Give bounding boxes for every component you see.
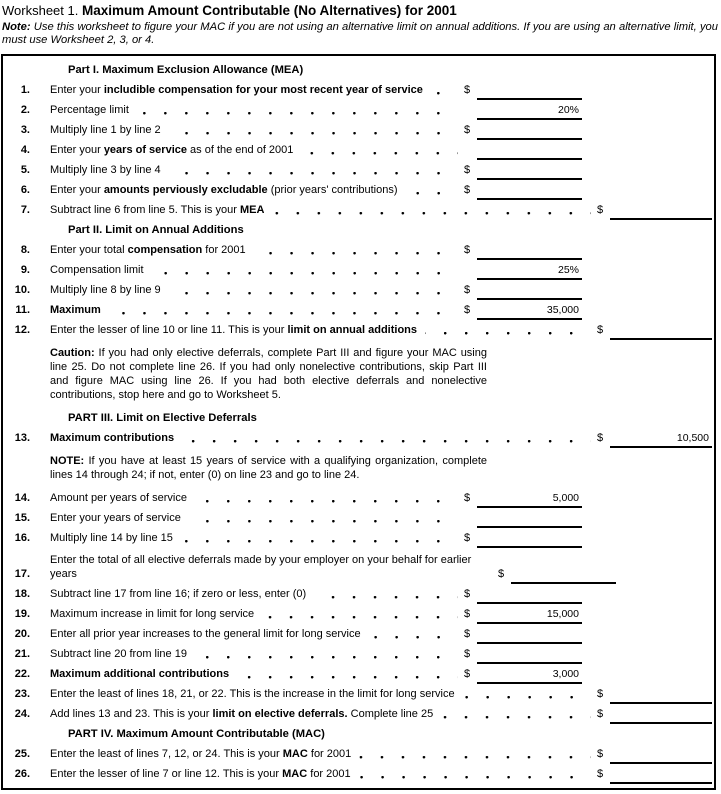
title-main: Maximum Amount Contributable (No Alternatives) for 2001 xyxy=(81,3,457,18)
line-text: Percentage limit xyxy=(50,104,129,116)
entry-line[interactable] xyxy=(477,165,582,180)
line-description xyxy=(50,244,246,260)
line-text-bold: years of service xyxy=(103,144,187,156)
part-heading xyxy=(3,724,714,744)
dollar-sign: $ xyxy=(464,492,471,504)
entry-line[interactable] xyxy=(610,689,712,704)
line-text: Enter your xyxy=(50,84,104,96)
line-number: 16. xyxy=(14,532,30,544)
dollar-sign: $ xyxy=(597,688,604,700)
line-text: Multiply line 3 by line 4 xyxy=(50,164,161,176)
line-text: for 2001 xyxy=(307,768,351,780)
entry-line[interactable] xyxy=(477,105,582,120)
line-description xyxy=(50,304,101,320)
dot-leader xyxy=(109,312,458,315)
entry-line[interactable] xyxy=(477,493,582,508)
dollar-sign: $ xyxy=(597,324,604,336)
line-number: 9. xyxy=(20,264,30,276)
line-text: Enter the lesser of line 10 or line 11. This is your xyxy=(50,324,288,336)
worksheet-line-9 xyxy=(3,260,714,280)
line-text-bold: limit on annual additions xyxy=(287,324,417,336)
line-number: 8. xyxy=(20,244,30,256)
dot-leader xyxy=(181,540,458,543)
dot-leader xyxy=(463,696,591,699)
line-number: 10. xyxy=(14,284,30,296)
line-text: Subtract line 20 from line 19 xyxy=(50,648,187,660)
intro-note-label: Note: xyxy=(2,21,31,33)
line-number: 25. xyxy=(14,748,30,760)
part-heading xyxy=(3,220,714,240)
line-description xyxy=(50,492,187,508)
part-heading xyxy=(3,408,714,428)
worksheet-line-17 xyxy=(3,548,714,584)
dollar-sign: $ xyxy=(464,284,471,296)
line-text-bold: Maximum contributions xyxy=(50,432,175,444)
line-text-bold: compensation xyxy=(127,244,203,256)
line-number: 14. xyxy=(14,492,30,504)
dot-leader xyxy=(169,292,458,295)
dot-leader xyxy=(137,112,458,115)
dollar-sign: $ xyxy=(464,184,471,196)
entry-line[interactable] xyxy=(477,513,582,528)
line-text: If you had only elective deferrals, complete Part III and figure your MAC using line 25. Do not complete line 26. If you had only nonelective contributions, skip Part III and figure MAC using line 26. If you had both elective deferrals and nonelective contributions, stop here and go to Worksheet 5. xyxy=(50,347,487,401)
line-number: 21. xyxy=(14,648,30,660)
line-description xyxy=(50,688,455,704)
worksheet-line-22 xyxy=(3,664,714,684)
entry-line[interactable] xyxy=(477,609,582,624)
dot-leader xyxy=(169,132,458,135)
line-number: 26. xyxy=(14,768,30,780)
line-text: Enter your xyxy=(50,184,104,196)
line-number: 3. xyxy=(20,124,30,136)
dollar-sign: $ xyxy=(597,708,604,720)
line-text: (prior years' contributions) xyxy=(267,184,398,196)
worksheet-line-23 xyxy=(3,684,714,704)
dollar-spacer xyxy=(464,525,477,528)
line-text: Complete line 25 xyxy=(347,708,434,720)
line-text: for 2001 xyxy=(307,748,352,760)
entry-line[interactable] xyxy=(610,325,712,340)
line-number: 17. xyxy=(14,568,30,580)
line-description xyxy=(50,324,417,340)
part-heading-label: Part II. Limit on Annual Additions xyxy=(68,224,244,236)
dot-leader xyxy=(369,636,458,639)
line-number: 6. xyxy=(20,184,30,196)
line-number: 12. xyxy=(14,324,30,336)
worksheet-line-5 xyxy=(3,160,714,180)
dollar-sign: $ xyxy=(464,124,471,136)
worksheet-line-15 xyxy=(3,508,714,528)
entry-value: 20% xyxy=(557,104,579,116)
line-text: Enter your xyxy=(50,144,104,156)
dot-leader xyxy=(272,212,591,215)
line-description xyxy=(50,204,264,220)
dot-leader xyxy=(359,776,591,779)
line-description xyxy=(50,668,229,684)
entry-line[interactable] xyxy=(477,589,582,604)
line-text-bold: amounts perviously excludable xyxy=(103,184,268,196)
entry-value: 5,000 xyxy=(552,492,579,504)
worksheet-line-16 xyxy=(3,528,714,548)
worksheet-line-20 xyxy=(3,624,714,644)
dot-leader xyxy=(189,520,458,523)
line-text: Enter the total of all elective deferrals made by your employer on your behalf for earlier years xyxy=(50,554,472,580)
line-description xyxy=(50,84,423,100)
worksheet-line-25 xyxy=(3,744,714,764)
part-heading-label: PART III. Limit on Elective Deferrals xyxy=(68,412,257,424)
worksheet-line-8 xyxy=(3,240,714,260)
line-number: 1. xyxy=(20,84,30,96)
line-text: Enter all prior year increases to the general limit for long service xyxy=(50,628,361,640)
page-title xyxy=(0,0,721,18)
line-description xyxy=(50,588,306,604)
line-number: 2. xyxy=(20,104,30,116)
line-number: 13. xyxy=(14,432,30,444)
line-description xyxy=(50,264,144,280)
line-number: 18. xyxy=(14,588,30,600)
note-paragraph xyxy=(50,454,487,482)
entry-line[interactable] xyxy=(477,125,582,140)
part-heading-label: PART IV. Maximum Amount Contributable (MAC) xyxy=(68,728,325,740)
dot-leader xyxy=(406,192,458,195)
worksheet-line-11 xyxy=(3,300,714,320)
dollar-sign: $ xyxy=(464,588,471,600)
worksheet-line-26 xyxy=(3,764,714,784)
entry-line[interactable] xyxy=(610,709,712,724)
entry-line[interactable] xyxy=(610,205,712,220)
intro-note xyxy=(0,18,721,46)
entry-line[interactable] xyxy=(610,433,712,448)
dot-leader xyxy=(431,92,458,95)
worksheet-line-7 xyxy=(3,200,714,220)
dollar-spacer xyxy=(464,157,477,160)
worksheet-line-21 xyxy=(3,644,714,664)
line-text-bold: Caution: xyxy=(50,347,95,359)
worksheet-line-14 xyxy=(3,488,714,508)
line-number: 11. xyxy=(15,304,30,316)
entry-line[interactable] xyxy=(610,749,712,764)
line-description xyxy=(50,144,293,160)
dot-leader xyxy=(486,576,492,579)
line-text-bold: Maximum additional contributions xyxy=(50,668,230,680)
dot-leader xyxy=(152,272,458,275)
line-text: Enter your years of service xyxy=(50,512,181,524)
worksheet-line-10 xyxy=(3,280,714,300)
dot-leader xyxy=(425,332,591,335)
dollar-sign: $ xyxy=(597,748,604,760)
dot-leader xyxy=(237,676,458,679)
line-number: 24. xyxy=(14,708,30,720)
entry-line[interactable] xyxy=(610,769,712,784)
dot-leader xyxy=(169,172,458,175)
entry-value: 25% xyxy=(557,264,579,276)
entry-line[interactable] xyxy=(477,265,582,280)
dot-leader xyxy=(182,440,591,443)
worksheet-line-1 xyxy=(3,80,714,100)
line-number: 23. xyxy=(14,688,30,700)
line-text: Subtract line 6 from line 5. This is your xyxy=(50,204,240,216)
line-description xyxy=(50,104,129,120)
entry-line[interactable] xyxy=(511,569,616,584)
part-heading-label: Part I. Maximum Exclusion Allowance (MEA) xyxy=(68,64,304,76)
entry-line[interactable] xyxy=(477,285,582,300)
dollar-sign: $ xyxy=(464,244,471,256)
dot-leader xyxy=(359,756,591,759)
line-text: Enter the lesser of line 7 or line 12. This is your xyxy=(50,768,283,780)
dollar-sign: $ xyxy=(597,204,604,216)
dot-leader xyxy=(314,596,458,599)
dollar-sign: $ xyxy=(464,84,471,96)
line-description xyxy=(50,164,161,180)
worksheet-line-6 xyxy=(3,180,714,200)
line-text-bold: MEA xyxy=(239,204,265,216)
line-description xyxy=(50,532,173,548)
line-description xyxy=(50,553,478,584)
entry-value: 35,000 xyxy=(546,304,579,316)
line-number: 22. xyxy=(14,668,30,680)
entry-line[interactable] xyxy=(477,669,582,684)
dollar-sign: $ xyxy=(464,608,471,620)
entry-line[interactable] xyxy=(477,145,582,160)
dot-leader xyxy=(441,716,591,719)
title-prefix: Worksheet 1. xyxy=(2,3,82,18)
line-number: 4. xyxy=(20,144,30,156)
dot-leader xyxy=(254,252,458,255)
worksheet-line-3 xyxy=(3,120,714,140)
entry-value: 3,000 xyxy=(552,668,579,680)
line-text: Multiply line 8 by line 9 xyxy=(50,284,161,296)
entry-line[interactable] xyxy=(477,305,582,320)
dollar-sign: $ xyxy=(464,164,471,176)
dot-leader xyxy=(195,500,458,503)
line-text: Maximum increase in limit for long service xyxy=(50,608,255,620)
line-number: 5. xyxy=(20,164,30,176)
caution-paragraph xyxy=(50,346,487,402)
dollar-sign: $ xyxy=(597,432,604,444)
line-description xyxy=(50,512,181,528)
line-description xyxy=(50,124,161,140)
entry-line[interactable] xyxy=(477,533,582,548)
line-text: Subtract line 17 from line 16; if zero or less, enter (0) xyxy=(50,588,307,600)
worksheet-line-12 xyxy=(3,320,714,340)
worksheet-line-24 xyxy=(3,704,714,724)
entry-line[interactable] xyxy=(477,185,582,200)
line-text-bold: MAC xyxy=(282,748,308,760)
line-text: Add lines 13 and 23. This is your xyxy=(50,708,213,720)
line-text: Compensation limit xyxy=(50,264,144,276)
dot-leader xyxy=(195,656,458,659)
line-text: Enter your total xyxy=(50,244,128,256)
line-description xyxy=(50,284,161,300)
line-text: Enter the least of lines 7, 12, or 24. This is your xyxy=(50,748,283,760)
dollar-sign: $ xyxy=(597,768,604,780)
entry-line[interactable] xyxy=(477,85,582,100)
line-description xyxy=(50,748,351,764)
dollar-sign: $ xyxy=(464,628,471,640)
worksheet-line-18 xyxy=(3,584,714,604)
intro-note-text: Use this worksheet to figure your MAC if you are not using an alternative limit on annual additions. If you are using an alternative limit, you must use Worksheet 2, 3, or 4. xyxy=(2,21,718,46)
entry-line[interactable] xyxy=(477,245,582,260)
worksheet-line-4 xyxy=(3,140,714,160)
dot-leader xyxy=(301,152,458,155)
worksheet-line-13 xyxy=(3,428,714,448)
entry-value: 15,000 xyxy=(546,608,579,620)
line-text: Enter the least of lines 18, 21, or 22. This is the increase in the limit for long service xyxy=(50,688,455,700)
worksheet-line-19 xyxy=(3,604,714,624)
line-text: as of the end of 2001 xyxy=(186,144,294,156)
worksheet-line-2 xyxy=(3,100,714,120)
line-description xyxy=(50,648,187,664)
dollar-sign: $ xyxy=(498,568,505,580)
line-text: Multiply line 14 by line 15 xyxy=(50,532,173,544)
line-number: 19. xyxy=(14,608,30,620)
line-number: 20. xyxy=(14,628,30,640)
line-description xyxy=(50,708,433,724)
line-text: Amount per years of service xyxy=(50,492,187,504)
line-description xyxy=(50,608,254,624)
line-text-bold: Maximum xyxy=(50,304,101,316)
line-text: for 2001 xyxy=(202,244,246,256)
line-description xyxy=(50,432,174,448)
line-number: 15. xyxy=(14,512,30,524)
line-description xyxy=(50,768,351,784)
line-text-bold: includible compensation for your most recent year of service xyxy=(103,84,423,96)
line-text-bold: MAC xyxy=(282,768,308,780)
entry-line[interactable] xyxy=(477,649,582,664)
line-text-bold: NOTE: xyxy=(50,455,85,467)
dot-leader xyxy=(262,616,458,619)
dollar-sign: $ xyxy=(464,668,471,680)
worksheet-table xyxy=(1,54,716,790)
line-text-bold: limit on elective deferrals. xyxy=(212,708,348,720)
dollar-spacer xyxy=(464,277,477,280)
part-heading xyxy=(3,60,714,80)
entry-value: 10,500 xyxy=(676,432,709,444)
dollar-sign: $ xyxy=(464,648,471,660)
dollar-spacer xyxy=(464,117,477,120)
entry-line[interactable] xyxy=(477,629,582,644)
dollar-sign: $ xyxy=(464,304,471,316)
line-text: If you have at least 15 years of service with a qualifying organization, complete lines 14 through 24; if not, enter (0) on line 23 and go to line 24. xyxy=(50,455,487,481)
line-number: 7. xyxy=(20,204,30,216)
line-description xyxy=(50,628,361,644)
dollar-sign: $ xyxy=(464,532,471,544)
line-text: Multiply line 1 by line 2 xyxy=(50,124,161,136)
line-description xyxy=(50,184,398,200)
